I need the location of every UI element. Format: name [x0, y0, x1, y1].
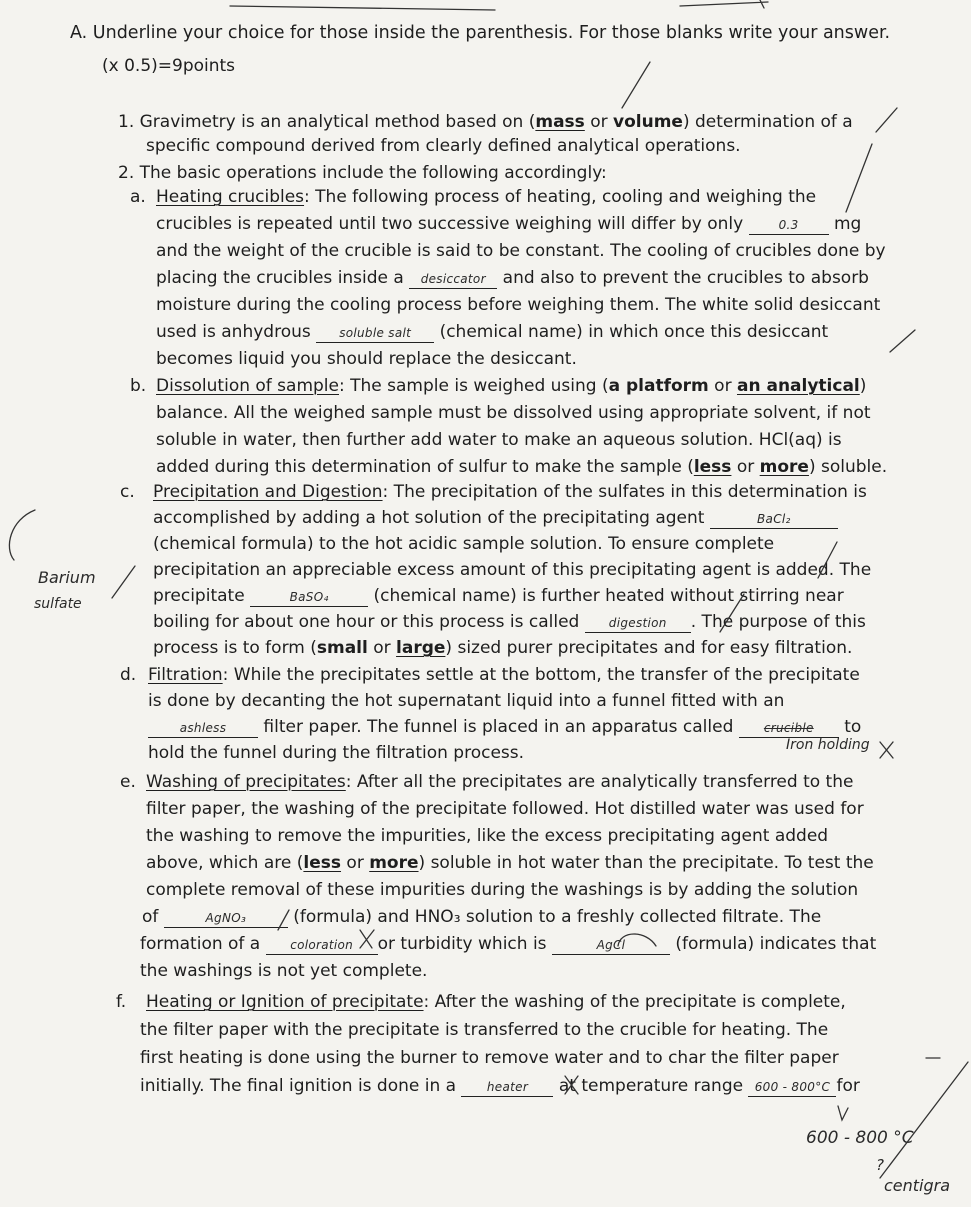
down-arrow	[838, 1106, 848, 1120]
item-b-line-3: soluble in water, then further add water to make an aqueous solution. HCl(aq) is	[156, 430, 842, 450]
item-c-line-3: (chemical formula) to the hot acidic sample solution. To ensure complete	[153, 534, 775, 554]
item-a-line-2: crucibles is repeated until two successive weighing will differ by only 0.3 mg	[156, 214, 862, 234]
blank-formation-type[interactable]: coloration	[266, 935, 378, 955]
item-a-line-3: and the weight of the crucible is said to be constant. The cooling of crucibles done by	[156, 241, 886, 261]
blank-ignition-apparatus[interactable]: heater	[461, 1077, 553, 1097]
blank-filter-paper-type[interactable]: ashless	[148, 718, 258, 738]
heading-precipitation: Precipitation and Digestion	[153, 482, 383, 502]
item-b-line-2: balance. All the weighed sample must be dissolved using appropriate solvent, if not	[156, 403, 871, 423]
item-c-line-4: precipitation an appreciable excess amount of this precipitating agent is added. The	[153, 560, 872, 580]
blank-cooling-apparatus[interactable]: desiccator	[409, 269, 497, 289]
item-a-line-4: placing the crucibles inside a desiccator and also to prevent the crucibles to absorb	[156, 268, 869, 288]
choice-more-soluble[interactable]: more	[759, 457, 809, 477]
item-e-label: e.	[120, 772, 136, 792]
blank-test-reagent[interactable]: AgNO₃	[164, 908, 288, 928]
item-d-line-4: hold the funnel during the filtration process.	[148, 743, 525, 763]
check-mark-8	[880, 1058, 968, 1178]
item-a-line-7: becomes liquid you should replace the desiccant.	[156, 349, 577, 369]
item-a-line-1: Heating crucibles: The following process of heating, cooling and weighing the	[156, 187, 817, 207]
item-b-line-1: Dissolution of sample: The sample is weighed using (a platform or an analytical)	[156, 376, 867, 396]
question-2: 2. The basic operations include the following accordingly:	[118, 163, 607, 183]
item-c-line-5: precipitate BaSO₄ (chemical name) is further heated without stirring near	[153, 586, 844, 606]
choice-volume[interactable]: volume	[613, 112, 683, 132]
item-e-line-8: the washings is not yet complete.	[140, 961, 428, 981]
item-d-line-1: Filtration: While the precipitates settle at the bottom, the transfer of the precipitate	[148, 665, 860, 685]
question-1-line-1: 1. Gravimetry is an analytical method based on (mass or volume) determination of a	[118, 112, 853, 132]
handwritten-centigrade: centigra	[884, 1176, 951, 1195]
check-mark-1	[622, 62, 650, 108]
top-rule-line	[230, 6, 495, 10]
points-note: (x 0.5)=9points	[102, 56, 236, 76]
heading-washing: Washing of precipitates	[146, 772, 346, 792]
handwritten-iron-holding: Iron holding	[786, 737, 870, 753]
choice-small[interactable]: small	[316, 638, 368, 658]
heading-dissolution: Dissolution of sample	[156, 376, 339, 396]
blank-desiccant-name[interactable]: soluble salt	[316, 323, 434, 343]
item-b-label: b.	[130, 376, 147, 396]
handwritten-temperature: 600 - 800 °C	[806, 1128, 914, 1148]
choice-less-hot-water[interactable]: less	[303, 853, 342, 873]
choice-analytical[interactable]: an analytical	[736, 376, 860, 396]
item-f-line-1: Heating or Ignition of precipitate: After the washing of the precipitate is complete,	[146, 992, 846, 1012]
item-f-line-4: initially. The final ignition is done in a heater at temperature range 600 - 800°C for	[140, 1076, 860, 1096]
choice-less-soluble[interactable]: less	[693, 457, 732, 477]
check-mark-2	[876, 108, 897, 132]
check-mark-3	[846, 144, 872, 212]
margin-note-barium: Barium	[38, 568, 96, 587]
handwritten-question-mark: ?	[876, 1156, 884, 1174]
item-e-line-4: above, which are (less or more) soluble in hot water than the precipitate. To test the	[146, 853, 874, 873]
margin-note-sulfate: sulfate	[34, 596, 82, 612]
item-e-line-5: complete removal of these impurities during the washings is by adding the solution	[146, 880, 859, 900]
blank-temperature-range[interactable]: 600 - 800°C	[748, 1077, 836, 1097]
choice-large[interactable]: large	[396, 638, 446, 658]
item-f-label: f.	[116, 992, 127, 1012]
item-a-line-5: moisture during the cooling process before weighing them. The white solid desiccant	[156, 295, 881, 315]
top-corner-marks	[680, 0, 768, 8]
blank-turbidity-formula[interactable]: AgCl	[552, 935, 670, 955]
check-mark-4	[890, 330, 915, 352]
item-d-label: d.	[120, 665, 137, 685]
x-mark-1	[880, 742, 893, 758]
item-c-line-2: accomplished by adding a hot solution of the precipitating agent BaCl₂	[153, 507, 838, 529]
section-title: A. Underline your choice for those inside the parenthesis. For those blanks write your answer.	[70, 23, 891, 43]
item-e-line-3: the washing to remove the impurities, like the excess precipitating agent added	[146, 826, 829, 846]
blank-weighing-difference[interactable]: 0.3	[749, 215, 829, 235]
item-a-label: a.	[130, 187, 146, 207]
margin-bracket	[9, 510, 35, 560]
item-e-line-2: filter paper, the washing of the precipitate followed. Hot distilled water was used for	[146, 799, 864, 819]
item-c-line-6: boiling for about one hour or this process is called digestion . The purpose of this	[153, 612, 866, 632]
item-c-label: c.	[120, 482, 135, 502]
heading-ignition: Heating or Ignition of precipitate	[146, 992, 424, 1012]
item-f-line-2: the filter paper with the precipitate is transferred to the crucible for heating. The	[140, 1020, 829, 1040]
item-e-line-1: Washing of precipitates: After all the precipitates are analytically transferred to the	[146, 772, 854, 792]
item-d-line-3: ashless filter paper. The funnel is placed in an apparatus called crucible to	[148, 716, 861, 738]
margin-arrow	[112, 566, 135, 598]
item-a-line-6: used is anhydrous soluble salt (chemical name) in which once this desiccant	[156, 322, 829, 342]
choice-mass[interactable]: mass	[535, 112, 585, 132]
blank-precipitating-agent[interactable]: BaCl₂	[710, 509, 838, 529]
item-f-line-3: first heating is done using the burner to remove water and to char the filter paper	[140, 1048, 839, 1068]
question-1-line-2: specific compound derived from clearly defined analytical operations.	[146, 136, 741, 156]
item-e-line-6: of AgNO₃ (formula) and HNO₃ solution to a freshly collected filtrate. The	[142, 907, 822, 927]
item-b-line-4: added during this determination of sulfur to make the sample (less or more) soluble.	[156, 457, 888, 477]
item-d-line-2: is done by decanting the hot supernatant liquid into a funnel fitted with an	[148, 691, 785, 711]
heading-heating-crucibles: Heating crucibles	[156, 187, 305, 207]
item-e-line-7: formation of a coloration or turbidity which is AgCl (formula) indicates that	[140, 934, 877, 954]
item-c-line-1: Precipitation and Digestion: The precipitation of the sulfates in this determination is	[153, 482, 867, 502]
heading-filtration: Filtration	[148, 665, 223, 685]
blank-process-name[interactable]: digestion	[585, 613, 691, 633]
choice-more-hot-water[interactable]: more	[369, 853, 419, 873]
item-c-line-7: process is to form (small or large) sized purer precipitates and for easy filtration.	[153, 638, 853, 658]
blank-funnel-apparatus[interactable]: crucible	[739, 718, 839, 738]
blank-precipitate-name[interactable]: BaSO₄	[250, 587, 368, 607]
choice-platform[interactable]: a platform	[608, 376, 709, 396]
